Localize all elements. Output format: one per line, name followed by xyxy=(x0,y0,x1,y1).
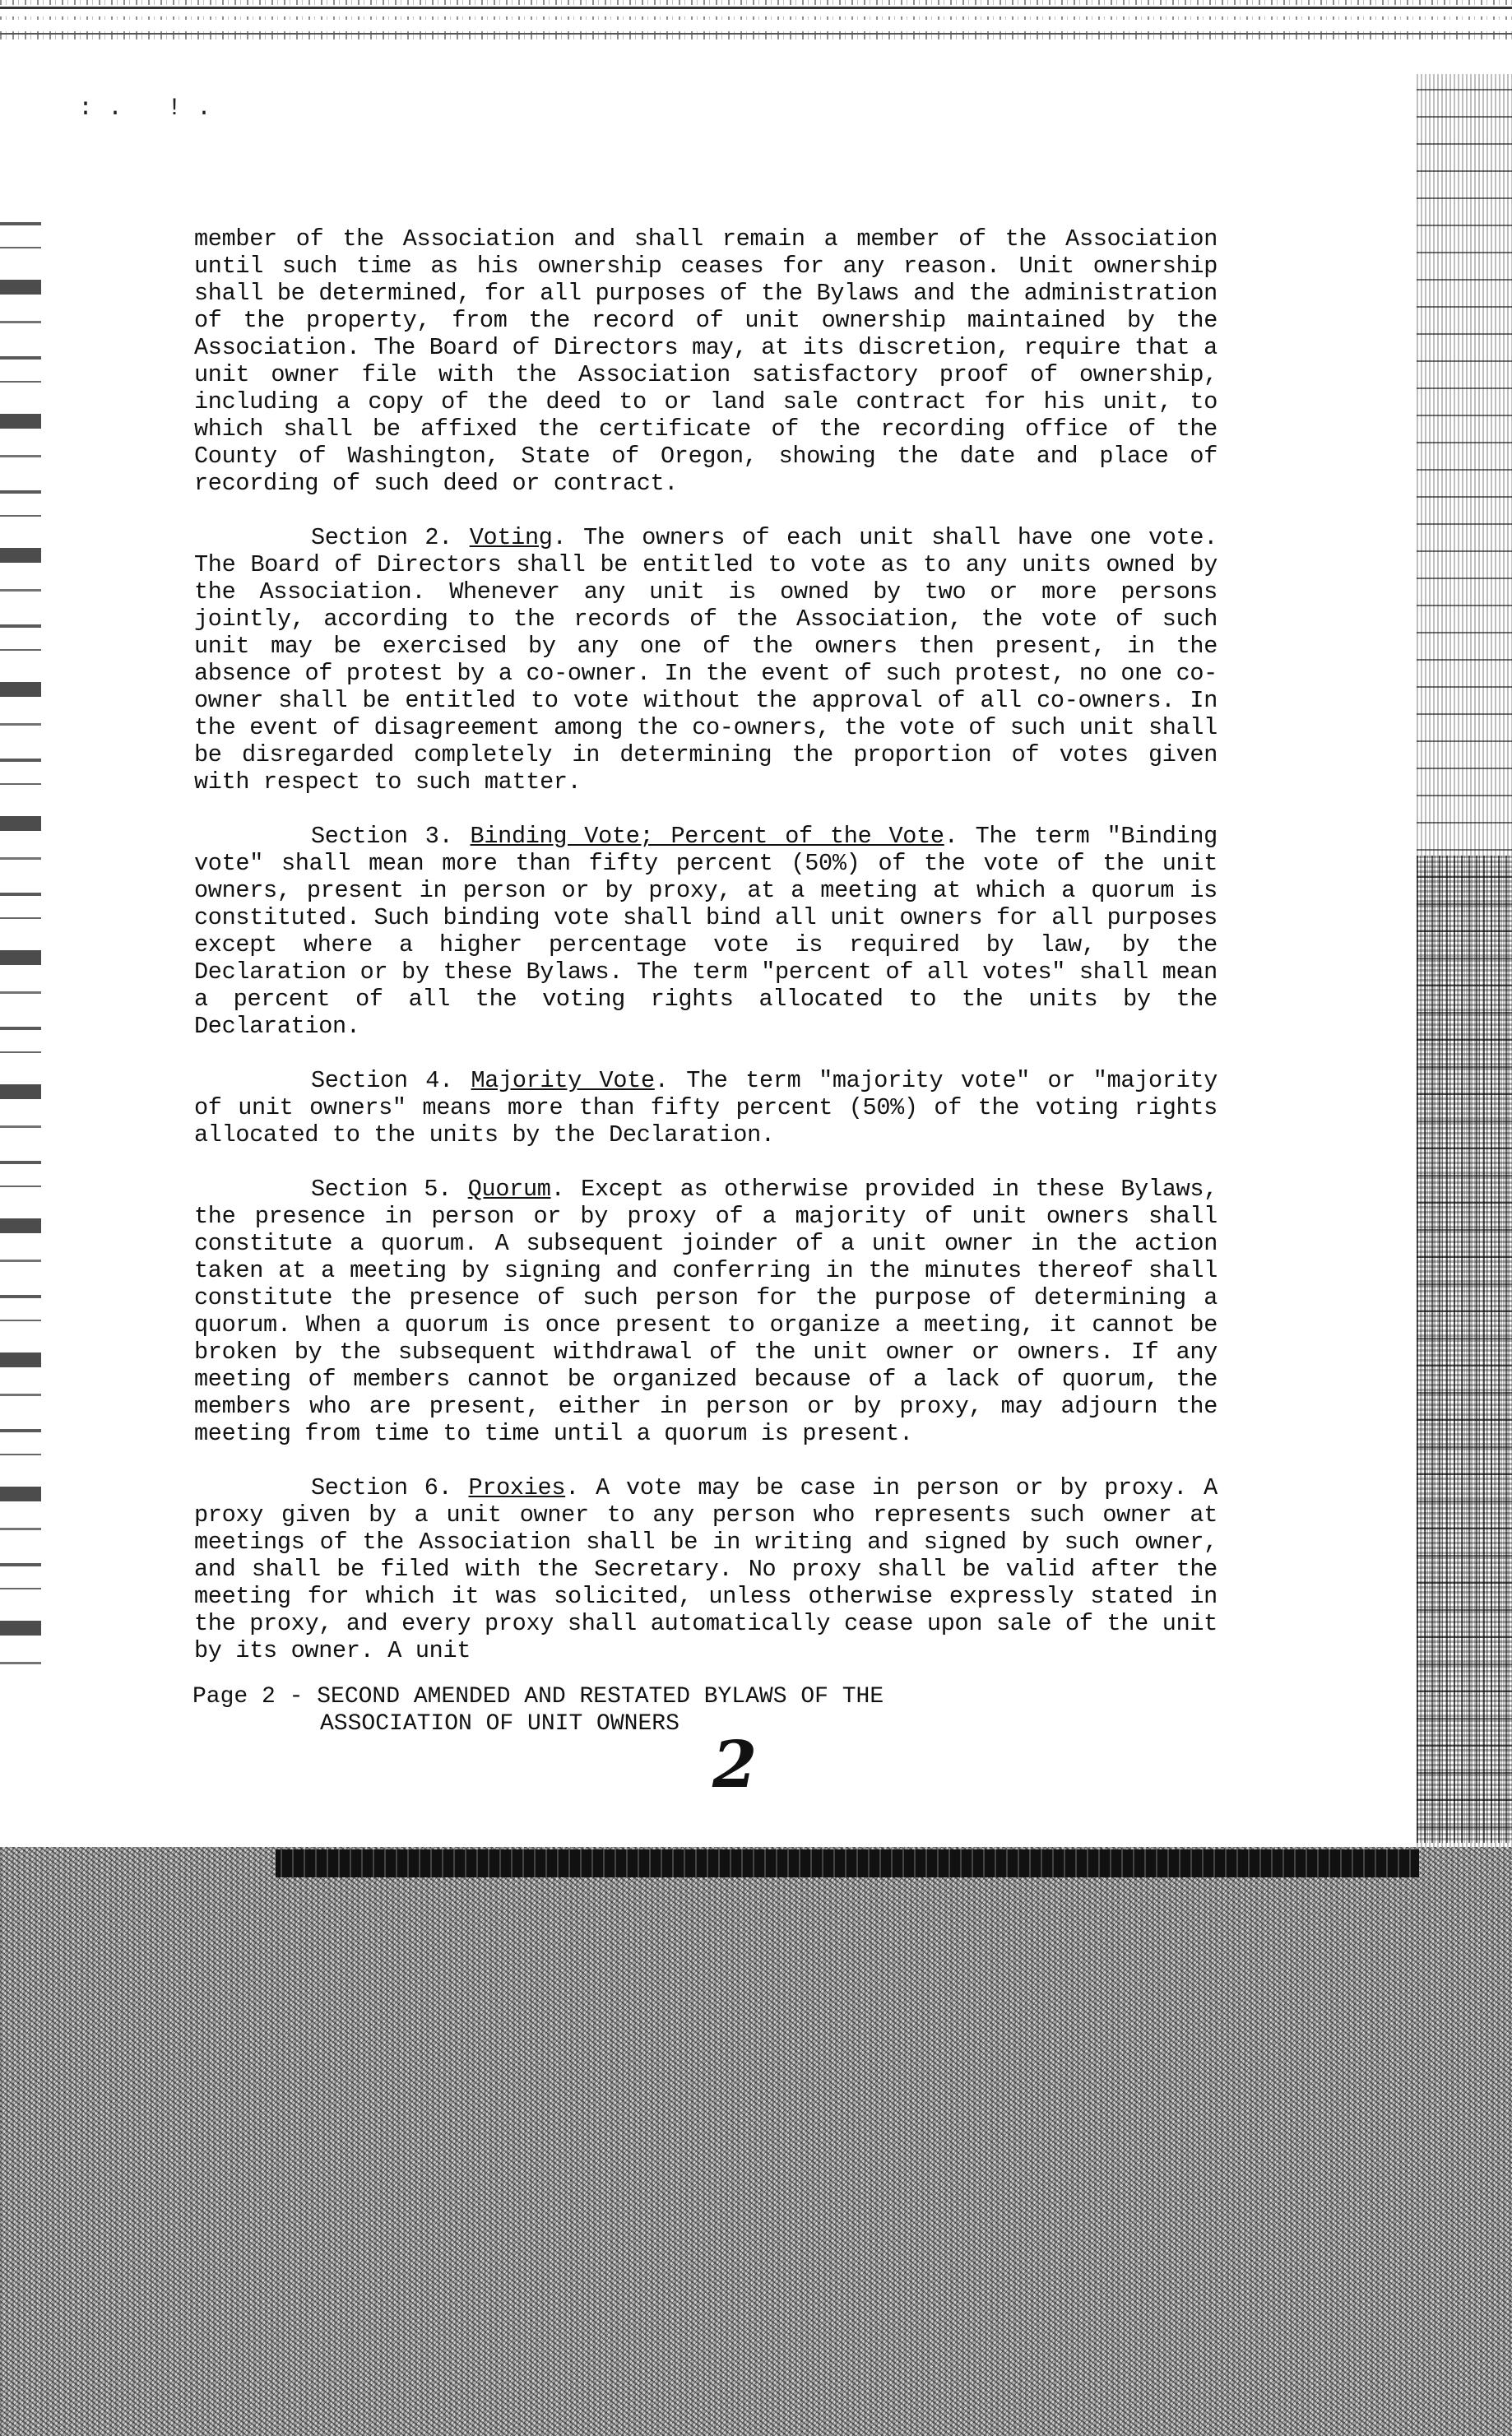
section-4-heading: Majority Vote xyxy=(471,1067,655,1094)
section-2-body: . The owners of each unit shall have one vote. The Board of Directors shall be entitled to vote as to any units owned by the Association. Whenever any unit is owned by two or more persons jointly, according to the records of the Association, the vote of such unit may be exercised by any one of the owners then present, in the absence of protest by a co-owner. In the event of such protest, no one co-owner shall be entitled to vote without the approval of all co-owners. In the event of disagreement among the co-owners, the vote of such unit shall be disregarded completely in determining the proportion of votes given with respect to such matter. xyxy=(194,524,1217,796)
opening-paragraph: member of the Association and shall remain a member of the Association until such time as his ownership ceases for any reason. Unit ownership shall be determined, for all purposes of the Bylaws and the administration of the property, from the record of unit ownership maintained by the Association. The Board of Directors may, at its discretion, require that a unit owner file with the Association satisfactory proof of ownership, including a copy of the deed to or land sale contract for his unit, to which shall be affixed the certificate of the recording office of the County of Washington, State of Oregon, showing the date and place of recording of such deed or contract. xyxy=(194,225,1217,497)
section-3 xyxy=(194,823,1217,1040)
section-6-heading: Proxies xyxy=(468,1474,566,1501)
handwritten-page-number: 2 xyxy=(712,1728,758,1803)
scan-noise-bottom xyxy=(0,1847,1512,2436)
section-2 xyxy=(194,524,1217,796)
section-3-label: Section 3. xyxy=(311,823,453,850)
scan-line-top xyxy=(0,7,1512,9)
document-body xyxy=(194,225,1217,1691)
page-footer xyxy=(192,1683,884,1738)
section-2-heading: Voting xyxy=(469,524,553,551)
section-2-label: Section 2. xyxy=(311,524,452,551)
scan-line-top-2 xyxy=(0,33,1512,35)
section-3-body: . The term "Binding vote" shall mean more than fifty percent (50%) of the vote of the unit owners, present in person or by proxy, at a meeting at which a quorum is constituted. Such binding vote shall bind all unit owners for all purposes except where a higher percentage vote is required by law, by the Declaration or by these Bylaws. The term "percent of all votes" shall mean a percent of all the voting rights allocated to the units by the Declaration. xyxy=(194,823,1217,1040)
section-3-heading: Binding Vote; Percent of the Vote xyxy=(470,823,944,850)
section-4-label: Section 4. xyxy=(311,1067,453,1094)
scan-noise-left xyxy=(0,189,41,1670)
section-5-heading: Quorum xyxy=(467,1176,551,1203)
footer-line-2: ASSOCIATION OF UNIT OWNERS xyxy=(320,1711,679,1737)
corner-marks: :. !. xyxy=(78,95,227,123)
section-6-body: . A vote may be case in person or by proxy. A proxy given by a unit owner to any person who represents such owner at meetings of the Association shall be in writing and signed by such owner, and shall be filed with the Secretary. No proxy shall be valid after the meeting for which it was solicited, unless otherwise expressly stated in the proxy, and every proxy shall automatically cease upon sale of the unit by its owner. A unit xyxy=(194,1474,1217,1664)
section-4-body: . The term "majority vote" or "majority of unit owners" means more than fifty percent (50%) of the voting rights allocated to the units by the Declaration. xyxy=(194,1067,1218,1148)
scan-bar-bottom xyxy=(276,1849,1419,1877)
scan-noise-right-dark xyxy=(1417,856,1512,1843)
section-5 xyxy=(194,1176,1217,1447)
footer-line-1: Page 2 - SECOND AMENDED AND RESTATED BYLAWS OF THE xyxy=(192,1684,884,1710)
section-6 xyxy=(194,1474,1217,1664)
section-6-label: Section 6. xyxy=(311,1474,452,1501)
section-5-body: . Except as otherwise provided in these Bylaws, the presence in person or by proxy of a majority of unit owners shall constitute a quorum. A subsequent joinder of a unit owner in the action taken at a meeting by signing and conferring in the minutes thereof shall constitute the presence of such person for the purpose of determining a quorum. When a quorum is once present to organize a meeting, it cannot be broken by the subsequent withdrawal of the unit owner or owners. If any meeting of members cannot be organized because of a lack of quorum, the members who are present, either in person or by proxy, may adjourn the meeting from time to time until a quorum is present. xyxy=(194,1176,1217,1447)
section-5-label: Section 5. xyxy=(311,1176,452,1203)
scan-noise-top xyxy=(0,0,1512,76)
section-4 xyxy=(194,1067,1217,1148)
